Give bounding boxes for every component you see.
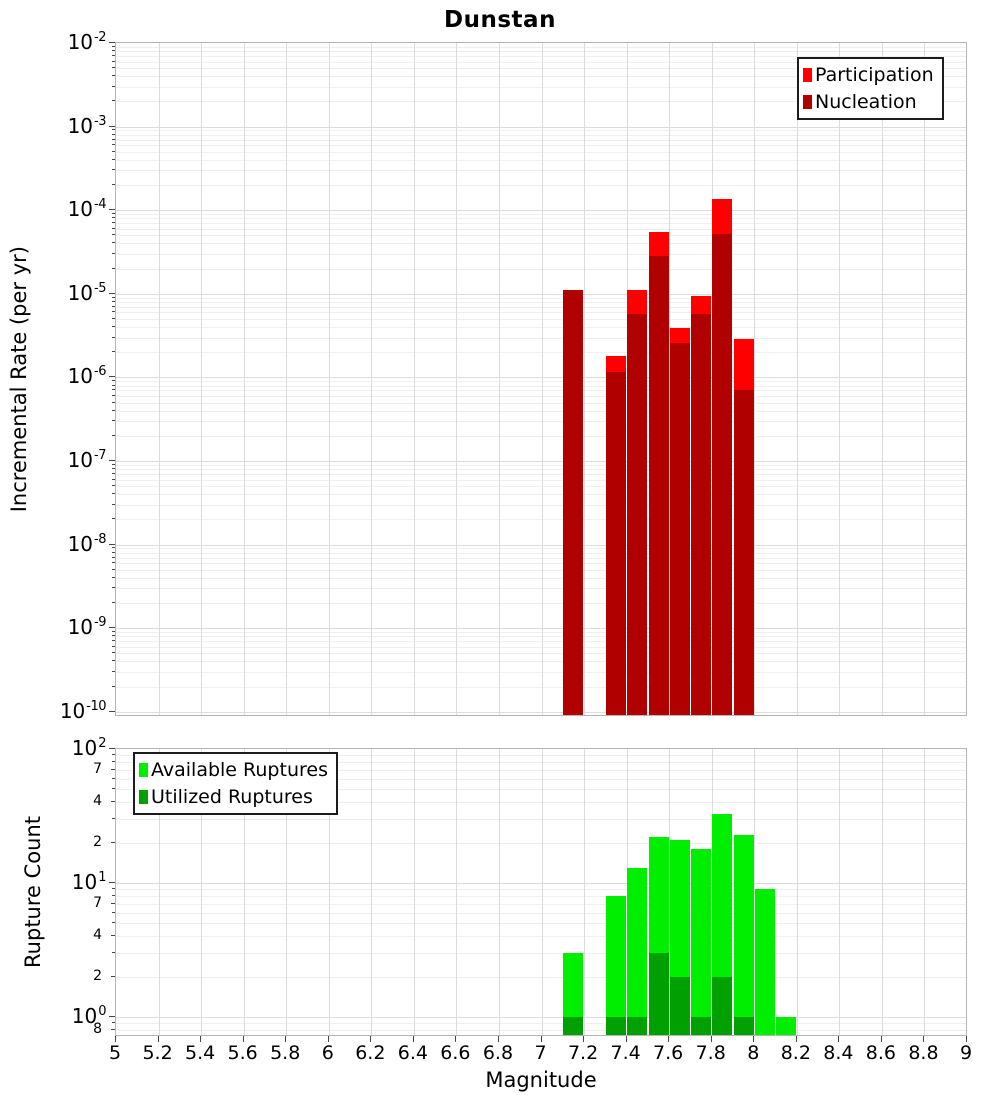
y-tick-rate <box>109 544 115 545</box>
y-axis-title-rate <box>2 42 36 716</box>
bar-utilized-ruptures-7.35 <box>606 1017 626 1036</box>
y-tick-label-rate: $10^{-8}$ <box>67 531 106 556</box>
x-tick-label: 8 <box>747 1042 760 1064</box>
y-minor-tick-rate <box>112 420 115 421</box>
y-minor-tick-count <box>112 895 115 896</box>
gridline-vertical <box>499 43 500 715</box>
y-tick-count <box>109 1016 115 1017</box>
gridline-vertical <box>882 43 883 715</box>
y-tick-label-rate: $10^{-2}$ <box>67 30 106 54</box>
y-minor-tick-rate <box>112 311 115 312</box>
y-minor-tick-rate <box>112 380 115 381</box>
x-tick-label: 5 <box>108 1042 122 1064</box>
y-minor-tick-rate <box>112 385 115 386</box>
gridline-vertical <box>584 43 585 715</box>
y-minor-tick-count <box>112 922 115 923</box>
y-minor-tick-rate <box>112 217 115 218</box>
legend-label-available: Available Ruptures <box>151 758 328 781</box>
y-minor-tick-count <box>111 769 115 770</box>
y-minor-tick-rate <box>112 464 115 465</box>
y-minor-tick-rate <box>112 129 115 130</box>
y-minor-tick-rate <box>112 86 115 87</box>
y-minor-tick-rate <box>112 268 115 269</box>
chart-title: Dunstan <box>444 7 556 33</box>
x-tick-label: 5.6 <box>227 1042 258 1064</box>
y-tick-rate <box>109 460 115 461</box>
gridline-vertical <box>542 749 543 1035</box>
y-minor-tick-count <box>112 761 115 762</box>
y-minor-tick-count <box>112 778 115 779</box>
y-minor-tick-label-count: 2 <box>93 833 102 850</box>
legend-label-nucleation: Nucleation <box>815 90 917 113</box>
gridline-vertical <box>414 749 415 1035</box>
x-tick-label: 8.8 <box>908 1042 939 1064</box>
bar-utilized-ruptures-7.95 <box>734 1017 754 1036</box>
legend-count <box>133 752 338 815</box>
gridline-vertical <box>201 43 202 715</box>
bar-utilized-ruptures-7.45 <box>627 1017 647 1036</box>
y-tick-rate <box>109 627 115 628</box>
bar-utilized-ruptures-7.15 <box>563 1017 583 1036</box>
y-minor-tick-count <box>111 1029 115 1030</box>
y-minor-tick-rate <box>112 139 115 140</box>
x-tick-label: 8.4 <box>823 1042 854 1064</box>
y-minor-tick-rate <box>112 301 115 302</box>
bar-utilized-ruptures-7.75 <box>691 1017 711 1036</box>
x-tick-label: 9 <box>959 1042 973 1064</box>
legend-item-utilized <box>139 783 328 810</box>
y-minor-tick-label-count: 7 <box>93 894 102 911</box>
y-minor-tick-rate <box>112 646 115 647</box>
x-tick-label: 6 <box>321 1042 334 1064</box>
y-minor-tick-rate <box>112 577 115 578</box>
x-axis-title: Magnitude <box>485 1068 597 1092</box>
y-minor-tick-rate <box>112 435 115 436</box>
gridline-vertical <box>924 43 925 715</box>
nucleation-swatch-icon <box>803 95 812 109</box>
gridline-vertical <box>329 43 330 715</box>
y-minor-tick-label-count: 7 <box>93 760 102 777</box>
bar-utilized-ruptures-7.55 <box>649 953 669 1036</box>
bar-utilized-ruptures-7.85 <box>712 977 732 1036</box>
y-minor-tick-rate <box>112 318 115 319</box>
x-tick-label: 5.2 <box>142 1042 173 1064</box>
y-minor-tick-rate <box>112 562 115 563</box>
gridline-vertical <box>499 749 500 1035</box>
gridline-vertical <box>371 43 372 715</box>
y-minor-tick-rate <box>112 75 115 76</box>
gridline-vertical <box>584 749 585 1035</box>
y-minor-tick-rate <box>112 46 115 47</box>
y-minor-tick-rate <box>112 518 115 519</box>
y-minor-tick-rate <box>112 410 115 411</box>
x-tick-label: 5.8 <box>270 1042 301 1064</box>
bar-nucleation-7.95 <box>734 390 754 716</box>
bar-utilized-ruptures-7.65 <box>670 977 690 1036</box>
legend-item-nucleation <box>803 88 934 115</box>
y-tick-rate <box>109 376 115 377</box>
y-minor-tick-rate <box>112 671 115 672</box>
y-minor-tick-rate <box>112 389 115 390</box>
y-minor-tick-rate <box>112 635 115 636</box>
y-minor-tick-rate <box>112 144 115 145</box>
y-minor-tick-count <box>111 903 115 904</box>
y-minor-tick-label-count: 4 <box>93 793 102 810</box>
x-tick-label: 8.6 <box>865 1042 896 1064</box>
y-minor-tick-count <box>112 754 115 755</box>
gridline-vertical <box>542 43 543 715</box>
y-minor-tick-count <box>112 952 115 953</box>
y-minor-tick-count <box>112 1022 115 1023</box>
y-minor-tick-rate <box>112 351 115 352</box>
y-minor-tick-rate <box>112 660 115 661</box>
y-minor-tick-rate <box>112 337 115 338</box>
y-tick-label-rate: $10^{-7}$ <box>67 448 106 472</box>
y-minor-tick-rate <box>112 159 115 160</box>
y-minor-tick-rate <box>112 640 115 641</box>
y-minor-tick-rate <box>112 151 115 152</box>
y-axis-title-count-text: Rupture Count <box>21 816 45 968</box>
bar-nucleation-7.65 <box>670 343 690 716</box>
x-tick-label: 7 <box>534 1042 547 1064</box>
y-minor-tick-rate <box>112 169 115 170</box>
gridline-vertical <box>754 43 755 715</box>
y-minor-tick-rate <box>112 306 115 307</box>
y-tick-label-count: $10^2$ <box>71 736 106 760</box>
x-tick-label: 7.4 <box>610 1042 641 1064</box>
y-tick-label-rate: $10^{-9}$ <box>67 615 106 640</box>
y-axis-title-rate-text: Incremental Rate (per yr) <box>7 245 31 513</box>
y-tick-label-rate: $10^{-4}$ <box>67 197 106 222</box>
x-tick-label: 5.4 <box>184 1042 216 1064</box>
y-tick-rate <box>109 711 115 712</box>
bar-nucleation-7.45 <box>627 314 647 716</box>
y-minor-tick-rate <box>112 100 115 101</box>
legend-rate <box>797 57 944 120</box>
x-tick-label: 6.6 <box>440 1042 471 1064</box>
bar-nucleation-7.75 <box>691 314 711 716</box>
y-tick-count <box>109 748 115 749</box>
y-minor-tick-rate <box>112 557 115 558</box>
y-minor-tick-rate <box>112 184 115 185</box>
x-tick-label: 7.2 <box>567 1042 599 1064</box>
y-tick-label-count: $10^1$ <box>71 870 106 894</box>
y-minor-tick-rate <box>112 631 115 632</box>
y-minor-tick-rate <box>112 587 115 588</box>
rate-panel-plot-area <box>115 42 967 716</box>
y-minor-tick-rate <box>112 234 115 235</box>
participation-swatch-icon <box>803 68 812 82</box>
y-tick-rate <box>109 293 115 294</box>
y-minor-tick-rate <box>112 479 115 480</box>
legend-label-participation: Participation <box>815 63 934 86</box>
y-minor-tick-count <box>112 818 115 819</box>
y-minor-tick-rate <box>112 326 115 327</box>
y-tick-label-rate: $10^{-10}$ <box>59 698 106 723</box>
y-minor-tick-rate <box>112 473 115 474</box>
bar-nucleation-7.35 <box>606 372 626 716</box>
y-minor-tick-rate <box>112 395 115 396</box>
gridline-vertical <box>456 749 457 1035</box>
available-ruptures-swatch-icon <box>139 763 148 777</box>
y-tick-label-rate: $10^{-5}$ <box>67 280 106 305</box>
bar-available-ruptures-7.95 <box>734 835 754 1036</box>
gridline-vertical <box>371 749 372 1035</box>
y-minor-tick-label-count: 8 <box>93 1020 102 1037</box>
bar-available-ruptures-8.15 <box>776 1017 796 1036</box>
y-minor-tick-rate <box>112 222 115 223</box>
bar-available-ruptures-7.35 <box>606 896 626 1036</box>
y-minor-tick-count <box>111 976 115 977</box>
y-minor-tick-count <box>111 935 115 936</box>
gridline-vertical <box>159 43 160 715</box>
y-minor-tick-rate <box>112 67 115 68</box>
bar-available-ruptures-7.45 <box>627 868 647 1036</box>
gridline-vertical <box>797 43 798 715</box>
y-minor-tick-rate <box>112 50 115 51</box>
y-minor-tick-label-count: 4 <box>93 927 102 944</box>
y-minor-tick-rate <box>112 602 115 603</box>
bar-nucleation-7.55 <box>649 256 669 716</box>
y-minor-tick-rate <box>112 228 115 229</box>
y-minor-tick-rate <box>112 485 115 486</box>
gridline-vertical <box>456 43 457 715</box>
y-minor-tick-count <box>111 842 115 843</box>
gridline-vertical <box>286 43 287 715</box>
gridline-vertical <box>839 43 840 715</box>
y-minor-tick-rate <box>112 547 115 548</box>
y-minor-tick-rate <box>112 569 115 570</box>
gridline-vertical <box>839 749 840 1035</box>
y-tick-label-rate: $10^{-3}$ <box>67 113 106 138</box>
utilized-ruptures-swatch-icon <box>139 790 148 804</box>
gridline-vertical <box>797 749 798 1035</box>
y-tick-rate <box>109 126 115 127</box>
legend-label-utilized: Utilized Ruptures <box>151 785 313 808</box>
bar-available-ruptures-8.05 <box>755 889 775 1036</box>
x-tick-label: 6.4 <box>397 1042 428 1064</box>
y-tick-label-count: $10^0$ <box>71 1004 106 1028</box>
y-minor-tick-count <box>112 912 115 913</box>
y-minor-tick-rate <box>112 55 115 56</box>
y-minor-tick-rate <box>112 61 115 62</box>
legend-item-participation <box>803 61 934 88</box>
x-tick-label: 6.8 <box>482 1042 514 1064</box>
gridline-vertical <box>882 749 883 1035</box>
legend-item-available <box>139 756 328 783</box>
y-minor-tick-rate <box>112 493 115 494</box>
y-tick-rate <box>109 42 115 43</box>
y-minor-tick-rate <box>112 402 115 403</box>
y-minor-tick-rate <box>112 504 115 505</box>
bar-nucleation-7.85 <box>712 234 732 716</box>
gridline-vertical <box>924 749 925 1035</box>
y-minor-tick-count <box>112 888 115 889</box>
bar-nucleation-7.15 <box>563 290 583 716</box>
y-minor-tick-rate <box>112 652 115 653</box>
gridline-vertical <box>244 43 245 715</box>
y-tick-label-rate: $10^{-6}$ <box>67 364 106 389</box>
y-tick-rate <box>109 209 115 210</box>
y-minor-tick-rate <box>112 686 115 687</box>
x-tick-label: 6.2 <box>355 1042 386 1064</box>
y-minor-tick-rate <box>112 468 115 469</box>
y-minor-tick-label-count: 2 <box>93 967 102 984</box>
x-tick-label: 7.8 <box>695 1042 726 1064</box>
y-minor-tick-rate <box>112 134 115 135</box>
y-minor-tick-count <box>111 801 115 802</box>
bar-available-ruptures-7.75 <box>691 849 711 1036</box>
y-minor-tick-rate <box>112 213 115 214</box>
gridline-vertical <box>414 43 415 715</box>
x-tick-label: 7.6 <box>653 1042 684 1064</box>
y-minor-tick-count <box>112 788 115 789</box>
y-minor-tick-rate <box>112 552 115 553</box>
x-tick-label: 8.2 <box>780 1042 811 1064</box>
y-minor-tick-rate <box>112 297 115 298</box>
y-minor-tick-rate <box>112 253 115 254</box>
y-tick-count <box>109 882 115 883</box>
y-minor-tick-rate <box>112 242 115 243</box>
